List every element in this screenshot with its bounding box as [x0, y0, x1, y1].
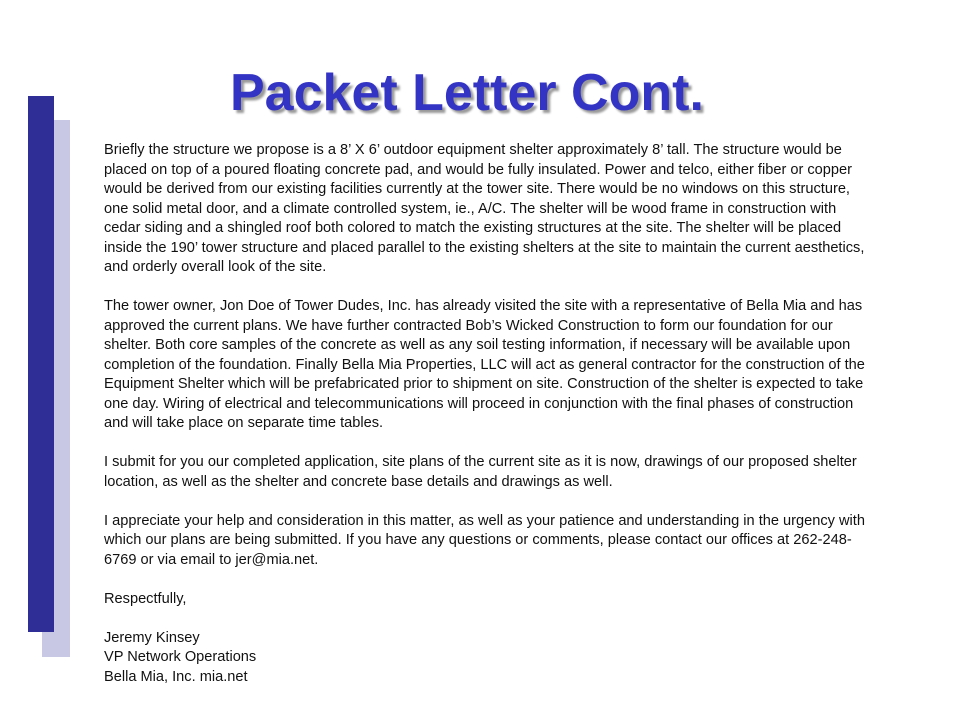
paragraph-tower-owner: The tower owner, Jon Doe of Tower Dudes, Inc. has already visited the site with a representative of Bella Mia and has approved the current plans. We have further contracted Bob’s Wicked Construction to form our foundation for our shelter. Both core samples of the concrete as well as any soil testing information, if necessary will be available upon completion of the foundation. Finally Bella Mia Properties, LLC will act as general contractor for the construction of the Equipment Shelter which will be prefabricated prior to shipment on site. Construction of the shelter is expected to take one day. Wiring of electrical and telecommunications will proceed in conjunction with the final phases of construction and will take place on separate time tables.: [104, 298, 865, 431]
paragraph-application-submission: I submit for you our completed application, site plans of the current site as it is now, drawings of our proposed shelter location, as well as the shelter and concrete base details and drawings as well.: [104, 454, 857, 490]
paragraph-appreciation: I appreciate your help and consideration in this matter, as well as your patience and understanding in the urgency with which our plans are being submitted. If you have any questions or comments, please contact our offices at 262-248- 6769 or via email to jer@mia.net.: [104, 512, 865, 568]
signature-block: Jeremy Kinsey VP Network Operations Bella Mia, Inc. mia.net: [104, 629, 257, 685]
closing-salutation: Respectfully,: [104, 590, 187, 607]
decorative-bar-dark: [28, 96, 54, 632]
letter-body: [104, 141, 944, 687]
paragraph-structure-description: Briefly the structure we propose is a 8’ X 6’ outdoor equipment shelter approximately 8’ tall. The structure would be placed on top of a poured floating concrete pad, and would be fully insulated. Power and telco, either fiber or copper would be derived from our existing facilities currently at the tower site. There would be no windows on this structure, one solid metal door, and a climate controlled system, ie., A/C. The shelter will be wood frame in construction with cedar siding and a shingled roof both colored to match the existing structures at the site. The shelter will be placed inside the 190’ tower structure and placed parallel to the existing shelters at the site to maintain the current aesthetics, and orderly overall look of the site.: [104, 142, 865, 275]
slide-title: Packet Letter Cont.: [230, 64, 704, 122]
